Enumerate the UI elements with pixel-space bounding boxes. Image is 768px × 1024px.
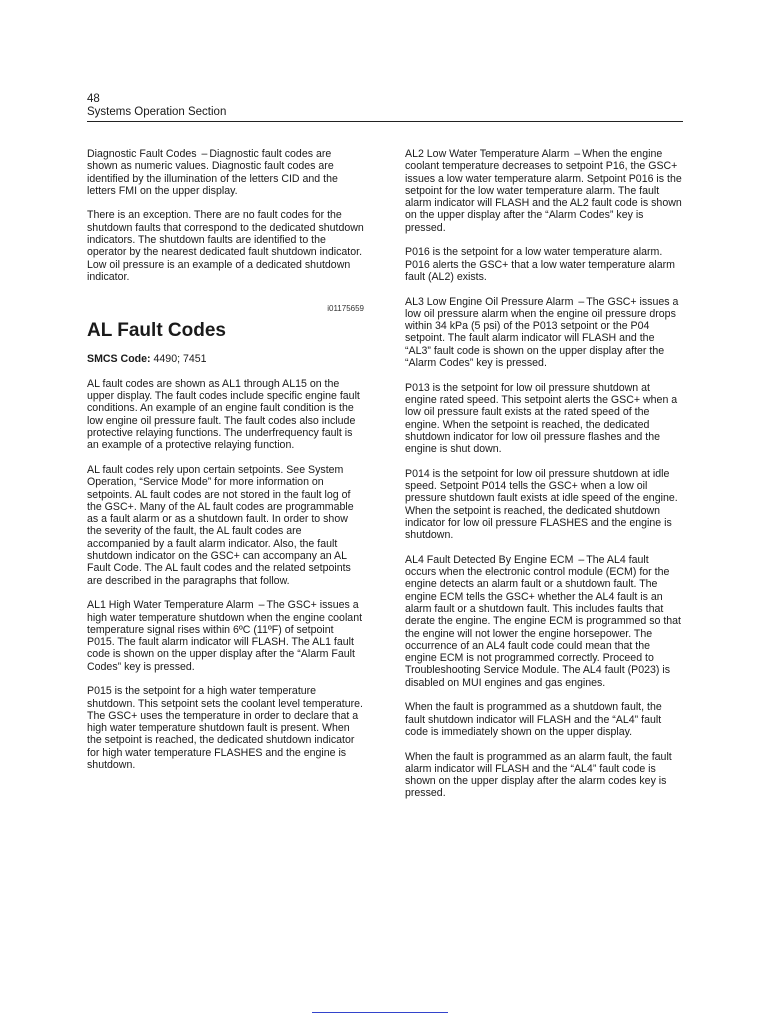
al3-paragraph: AL3 Low Engine Oil Pressure Alarm – The GSC+ issues a low oil pressure alarm when the engine oil pressure drops within 34 kPa (5 psi) of the P013 setpoint or the P04 setpoint. The fault alarm indicator will FLASH and the “AL3” fault code is shown on the upper display after the “Alarm Codes” key is pressed. — [405, 295, 679, 370]
al-intro-paragraph: AL fault codes are shown as AL1 through AL15 on the upper display. The fault codes include specific engine fault conditions. An example of an engine fault condition is the low engine oil pressure fault. The fault codes also include protective relaying functions. The underfrequency fault is an example of a protective relaying function. — [87, 377, 360, 452]
p013-paragraph: P013 is the setpoint for low oil pressure shutdown at engine rated speed. This setpoint alerts the GSC+ when a low oil pressure fault exists at the rated speed of the engine. When the setpoint is reached, the dedicated shutdown indicator for low oil pressure flashes and the engine is shut down. — [405, 381, 678, 456]
al4-paragraph: AL4 Fault Detected By Engine ECM – The AL4 fault occurs when the electronic control module (ECM) for the engine detects an alarm fault or a shutdown fault. The engine ECM tells the GSC+ whether the AL4 fault is an alarm fault or a shutdown fault. This includes faults that derate the engine. The engine ECM is programmed so that the engine will not lower the engine horsepower. The occurrence of an AL4 fault code could mean that the engine ECM is not programmed correctly. Proceed to Troubleshooting Service Module. The AL4 fault (P023) is disabled on MUI engines and gas engines. — [405, 553, 681, 689]
left-column — [87, 148, 364, 784]
right-column — [405, 148, 682, 812]
shutdown-programming-paragraph: When the fault is programmed as a shutdown fault, the fault shutdown indicator will FLASH and the “AL4” fault code is immediately shown on the upper display. — [405, 701, 662, 738]
al4-text: The AL4 fault occurs when the electronic control module (ECM) for the engine detects an alarm fault or a shutdown fault. The engine ECM tells the GSC+ whether the AL4 fault is an alarm fault or a shutdown fault. This includes faults that derate the engine. The engine ECM is programmed so that the engine will not lower the engine horsepower. The occurrence of an AL4 fault code could mean that the engine ECM is not programmed correctly. Proceed to Troubleshooting Service Module. The AL4 fault (P023) is disabled on MUI engines and gas engines. — [405, 553, 681, 689]
al4-heading: AL4 Fault Detected By Engine ECM — [405, 553, 574, 566]
diagnostic-fault-codes-paragraph: Diagnostic Fault Codes – Diagnostic fault codes are shown as numeric values. Diagnostic fault codes are identified by the illumination of the letters CID and the letters FMI on the upper display. — [87, 148, 338, 197]
al-setpoints-paragraph: AL fault codes rely upon certain setpoints. See System Operation, “Service Mode” for more information on setpoints. AL fault codes are not stored in the fault log of the GSC+. Many of the AL fault codes are programmable as a fault alarm or as a shutdown fault. In order to show the severity of the fault, the AL fault codes are accompanied by a fault alarm indicator. Also, the fault shutdown indicator on the GSC+ can accompany an AL Fault Code. The AL fault codes and the related setpoints are described in the paragraphs that follow. — [87, 463, 354, 587]
diagnostic-fault-codes-heading: Diagnostic Fault Codes — [87, 148, 197, 160]
smcs-line — [87, 353, 364, 365]
alarm-programming-paragraph: When the fault is programmed as an alarm fault, the fault alarm indicator will FLASH and the “AL4” fault code is shown on the upper display after the alarm codes key is pressed. — [405, 750, 672, 800]
reference-id: i01175659 — [327, 304, 364, 314]
al2-text: When the engine coolant temperature decreases to setpoint P16, the GSC+ issues a low water temperature alarm. Setpoint P016 is the setpoint for the low water temperature alarm. The fault alarm indicator will FLASH and the AL2 fault code is shown on the upper display after the “Alarm Codes” key is pressed. — [405, 148, 682, 234]
p014-paragraph: P014 is the setpoint for low oil pressure shutdown at idle speed. Setpoint P014 tells the GSC+ when a low oil pressure shutdown fault exists at idle speed of the engine. When the setpoint is reached, the dedicated shutdown indicator for low oil pressure FLASHES and the engine is shutdown. — [405, 467, 678, 542]
smcs-value: 4490; 7451 — [153, 353, 207, 366]
header-rule — [87, 121, 683, 122]
footer-link-underline[interactable] — [312, 1012, 448, 1013]
diagnostic-fault-codes-text: Diagnostic fault codes are shown as numeric values. Diagnostic fault codes are identified by the illumination of the letters CID and the letters FMI on the upper display. — [87, 148, 338, 197]
al2-heading: AL2 Low Water Temperature Alarm — [405, 148, 570, 160]
al1-paragraph: AL1 High Water Temperature Alarm – The GSC+ issues a high water temperature shutdown when the engine coolant temperature signal rises within 6ºC (11ºF) of setpoint P015. The fault alarm indicator will FLASH. The AL1 fault code is shown on the upper display after the “Alarm Fault Codes” key is pressed. — [87, 599, 363, 673]
al3-text: The GSC+ issues a low oil pressure alarm when the engine oil pressure drops within 34 kPa (5 psi) of the P013 setpoint or the P04 setpoint. The fault alarm indicator will FLASH and the “AL3” fault code is shown on the upper display after the “Alarm Codes” key is pressed. — [405, 295, 679, 370]
al2-paragraph: AL2 Low Water Temperature Alarm – When the engine coolant temperature decreases to setpoint P16, the GSC+ issues a low water temperature alarm. Setpoint P016 is the setpoint for the low water temperature alarm. The fault alarm indicator will FLASH and the AL2 fault code is shown on the upper display after the “Alarm Codes” key is pressed. — [405, 148, 682, 234]
page-number: 48 — [87, 93, 100, 105]
p016-paragraph: P016 is the setpoint for a low water temperature alarm. P016 alerts the GSC+ that a low water temperature alarm fault (AL2) exists. — [405, 246, 675, 283]
smcs-label: SMCS Code: — [87, 353, 151, 366]
page-header — [87, 93, 683, 119]
section-title: Systems Operation Section — [87, 106, 227, 118]
al1-text: The GSC+ issues a high water temperature shutdown when the engine coolant temperature signal rises within 6ºC (11ºF) of setpoint P015. The fault alarm indicator will FLASH. The AL1 fault code is shown on the upper display after the “Alarm Fault Codes” key is pressed. — [87, 599, 363, 673]
section-heading: AL Fault Codes — [87, 320, 226, 342]
al1-heading: AL1 High Water Temperature Alarm — [87, 599, 254, 612]
p015-paragraph: P015 is the setpoint for a high water temperature shutdown. This setpoint sets the coolant level temperature. The GSC+ uses the temperature in order to declare that a high water temperature shutdown fault is present. When the setpoint is reached, the dedicated shutdown indicator for high water temperature FLASHES and the engine is shutdown. — [87, 685, 363, 772]
al3-heading: AL3 Low Engine Oil Pressure Alarm — [405, 295, 574, 308]
exception-paragraph: There is an exception. There are no fault codes for the shutdown faults that correspond to the dedicated shutdown indicators. The shutdown faults are identified to the operator by the nearest dedicated fault shutdown indicator. Low oil pressure is an example of a dedicated shutdown indicator. — [87, 209, 364, 283]
